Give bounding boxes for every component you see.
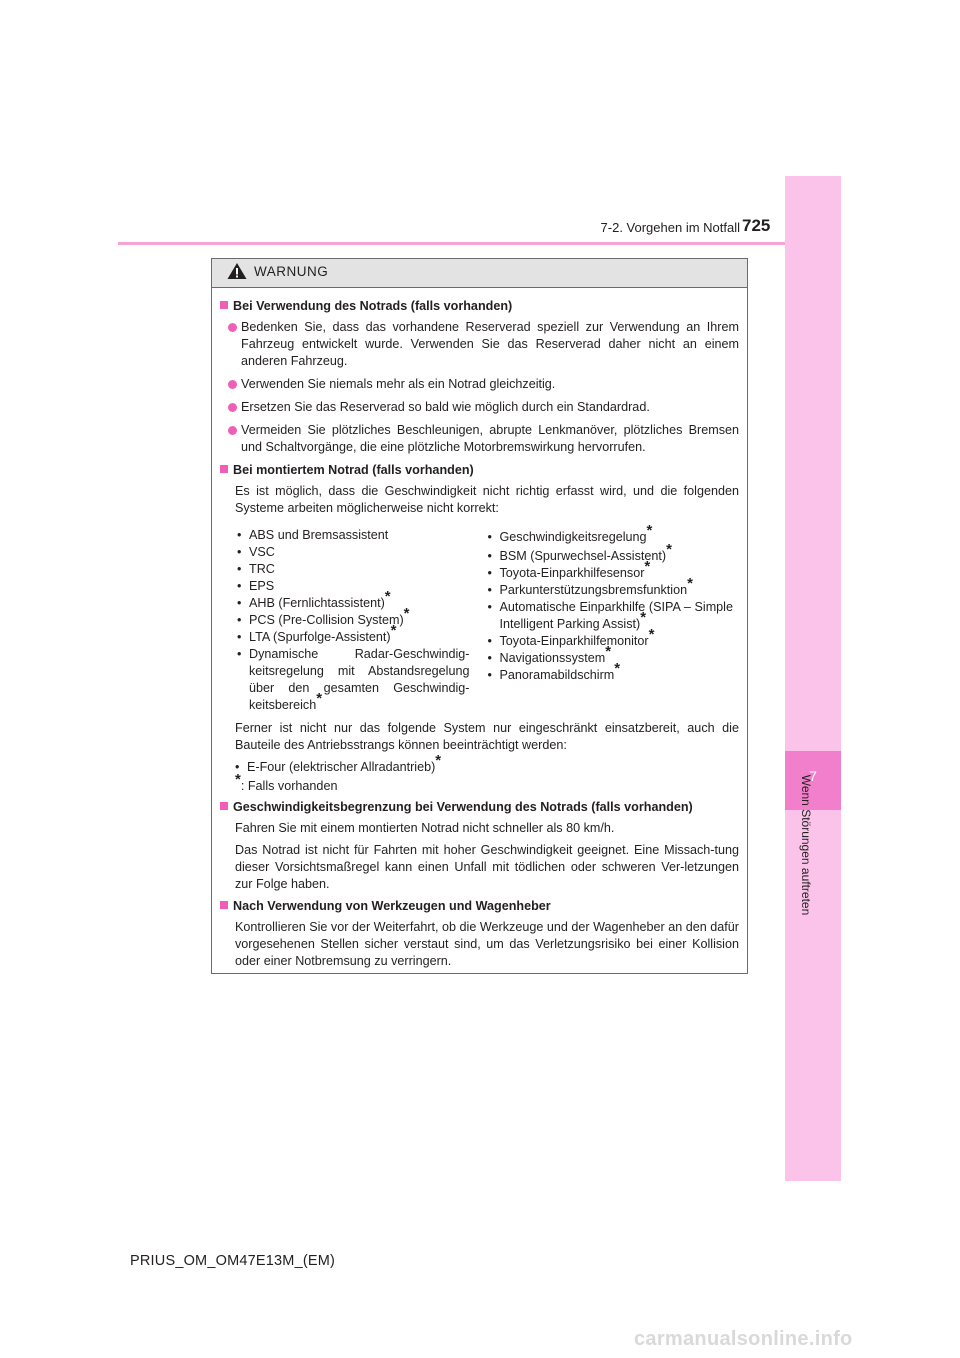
- warning-box: [211, 258, 748, 974]
- list-item: • PCS (Pre-Collision System)*: [237, 612, 470, 629]
- paragraph: Das Notrad ist nicht für Fahrten mit hoher Geschwindigkeit geeignet. Eine Missach-tung dieser Vorsichtsmaßregel kann einen Unfall mit tödlichen oder schweren Ver-letzungen zur Folge haben.: [235, 843, 739, 891]
- list-item: • AHB (Fernlichtassistent)*: [237, 595, 470, 612]
- paragraph: Kontrollieren Sie vor der Weiterfahrt, ob die Werkzeuge und der Wagenheber an den dafür vorgesehenen Stellen sicher verstaut sind, um das Verletzungsrisiko bei einer Kollision oder einer Notbremsung zu verringern.: [235, 920, 739, 968]
- list-item: • Toyota-Einparkhilfesensor*: [488, 565, 734, 582]
- list-item: • Dynamische Radar-Geschwindig-keitsregelung mit Abstandsregelung über den gesamten Geschwindig-keitsbereich*: [237, 646, 470, 714]
- bullet-item: Bedenken Sie, dass das vorhandene Reserverad speziell zur Verwendung an Ihrem Fahrzeug entwickelt wurde. Verwenden Sie das Reserverad daher nicht an einem anderen Fahrzeug.: [241, 319, 739, 370]
- section-heading: Geschwindigkeitsbegrenzung bei Verwendung des Notrads (falls vorhanden): [220, 799, 739, 816]
- paragraph: Es ist möglich, dass die Geschwindigkeit nicht richtig erfasst wird, und die folgenden Systeme arbeiten möglicherweise nicht korrekt:: [235, 484, 739, 515]
- paragraph: Fahren Sie mit einem montierten Notrad nicht schneller als 80 km/h.: [235, 821, 615, 835]
- systems-list-right: [480, 522, 740, 714]
- list-item: • Panoramabildschirm*: [488, 667, 734, 684]
- section-heading: Bei montiertem Notrad (falls vorhanden): [220, 462, 739, 479]
- section-heading: Nach Verwendung von Werkzeugen und Wagenheber: [220, 898, 739, 915]
- document-id: PRIUS_OM_OM47E13M_(EM): [130, 1253, 336, 1269]
- section-heading: Bei Verwendung des Notrads (falls vorhanden): [220, 298, 739, 315]
- watermark: carmanualsonline.info: [634, 1328, 853, 1350]
- square-bullet-icon: [220, 301, 228, 309]
- chapter-side-tab: [785, 176, 841, 1181]
- bullet-item: Verwenden Sie niemals mehr als ein Notrad gleichzeitig.: [241, 376, 739, 393]
- list-item: • Automatische Einparkhilfe (SIPA – Simple Intelligent Parking Assist)*: [488, 599, 734, 633]
- section-title: 7-2. Vorgehen im Notfall: [600, 220, 740, 235]
- dot-bullet-icon: [228, 380, 237, 389]
- chapter-label: Wenn Störungen auftreten: [799, 774, 813, 916]
- page-number: 725: [742, 216, 771, 235]
- list-item: • TRC: [237, 561, 470, 578]
- list-item: • E-Four (elektrischer Allradantrieb)*: [235, 759, 739, 776]
- bullet-item: Ersetzen Sie das Reserverad so bald wie möglich durch ein Standardrad.: [241, 399, 739, 416]
- footnote: *: Falls vorhanden: [235, 771, 338, 793]
- chapter-number: 7: [809, 768, 817, 784]
- square-bullet-icon: [220, 901, 228, 909]
- square-bullet-icon: [220, 802, 228, 810]
- dot-bullet-icon: [228, 426, 237, 435]
- dot-bullet-icon: [228, 403, 237, 412]
- list-item: • EPS: [237, 578, 470, 595]
- list-item: • LTA (Spurfolge-Assistent)*: [237, 629, 470, 646]
- list-item: • Toyota-Einparkhilfemonitor*: [488, 633, 734, 650]
- list-item: • BSM (Spurwechsel-Assistent)*: [488, 548, 734, 565]
- systems-list: [220, 522, 739, 714]
- warning-title: WARNUNG: [254, 264, 329, 279]
- list-item: • ABS und Bremsassistent: [237, 527, 470, 544]
- bullet-item: Vermeiden Sie plötzliches Beschleunigen, abrupte Lenkmanöver, plötzliches Bremsen und Schaltvorgänge, die eine plötzliche Motorbremswirkung hervorrufen.: [241, 422, 739, 456]
- list-item: • Parkunterstützungsbremsfunktion*: [488, 582, 734, 599]
- warning-triangle-icon: [227, 262, 247, 280]
- paragraph: Ferner ist nicht nur das folgende System nur eingeschränkt einsatzbereit, auch die Bauteile des Antriebsstrangs können beeinträchtigt werden:: [235, 721, 739, 752]
- warning-content: [212, 288, 747, 970]
- systems-list-left: [220, 527, 480, 714]
- list-item: • VSC: [237, 544, 470, 561]
- dot-bullet-icon: [228, 323, 237, 332]
- list-item: • Navigationssystem*: [488, 650, 734, 667]
- header-rule: [118, 242, 840, 245]
- warning-header: [212, 259, 747, 288]
- list-item: • Geschwindigkeitsregelung*: [488, 529, 734, 546]
- square-bullet-icon: [220, 465, 228, 473]
